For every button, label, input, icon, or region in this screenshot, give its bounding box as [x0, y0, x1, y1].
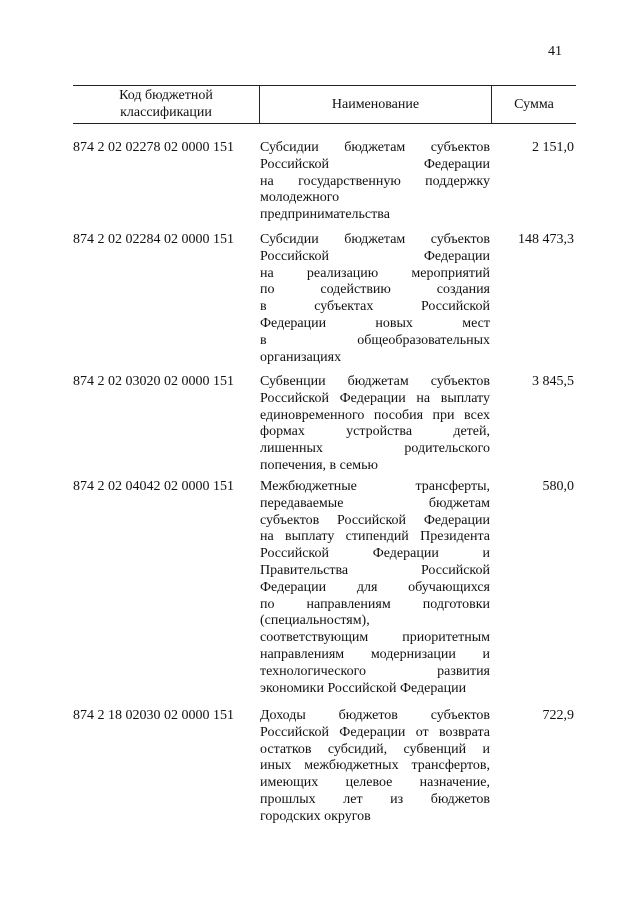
item-name-line: на реализацию мероприятий: [260, 265, 490, 281]
item-name-line: единовременного пособия при всех: [260, 407, 490, 423]
item-name-line: Российской Федерации от возврата: [260, 724, 490, 740]
item-name-line: субъектов Российской Федерации: [260, 512, 490, 528]
item-name-line: Российской Федерации и: [260, 546, 490, 562]
item-name-line: Российской Федерации на выплату: [260, 390, 490, 406]
item-name-line: имеющих целевое назначение,: [260, 775, 490, 791]
item-name-line: Правительства Российской: [260, 562, 490, 578]
item-name-line: по направлениям подготовки: [260, 596, 490, 612]
item-name-line: прошлых лет из бюджетов: [260, 791, 490, 807]
item-name-line: Доходы бюджетов субъектов: [260, 708, 490, 723]
item-name-line: на выплату стипендий Президента: [260, 529, 490, 545]
item-name-line: организациях: [260, 349, 342, 365]
item-name-line: на государственную поддержку: [260, 173, 490, 189]
item-amount: 3 845,5: [532, 374, 574, 389]
item-name: [260, 479, 490, 697]
item-name-line: попечения, в семью: [260, 457, 378, 473]
budget-code: 874 2 18 02030 02 0000 151: [73, 708, 234, 723]
column-header-sum: Сумма: [514, 96, 554, 112]
item-name-line: Субвенции бюджетам субъектов: [260, 374, 490, 389]
item-name-line: Субсидии бюджетам субъектов: [260, 140, 490, 155]
item-name-line: остатков субсидий, субвенций и: [260, 741, 490, 757]
column-header-code: Код бюджетной классификации: [119, 88, 213, 120]
item-name-line: Российской Федерации: [260, 156, 490, 172]
item-name-line: Федерации новых мест: [260, 315, 490, 331]
item-name-line: (специальностям),: [260, 613, 370, 629]
item-name-line: по содействию создания: [260, 282, 490, 298]
page-number: 41: [548, 44, 562, 59]
item-name: [260, 140, 490, 224]
item-name-line: соответствующим приоритетным: [260, 630, 490, 646]
budget-code: 874 2 02 02278 02 0000 151: [73, 140, 234, 155]
item-name-line: Субсидии бюджетам субъектов: [260, 232, 490, 247]
item-name-line: городских округов: [260, 808, 371, 824]
column-header-name: Наименование: [331, 96, 420, 112]
item-name-line: Межбюджетные трансферты,: [260, 479, 490, 494]
item-name-line: в субъектах Российской: [260, 299, 490, 315]
item-name: [260, 708, 490, 826]
item-name-line: иных межбюджетных трансфертов,: [260, 758, 490, 774]
item-name-line: Российской Федерации: [260, 248, 490, 264]
item-name-line: в общеобразовательных: [260, 332, 490, 348]
item-name-line: молодежного: [260, 190, 340, 206]
item-name-line: формах устройства детей,: [260, 424, 490, 440]
item-name-line: передаваемые бюджетам: [260, 495, 490, 511]
item-name-line: предпринимательства: [260, 207, 390, 223]
item-name-line: Федерации для обучающихся: [260, 579, 490, 595]
item-name-line: технологического развития: [260, 663, 490, 679]
item-name-line: лишенных родительского: [260, 441, 490, 457]
item-name: [260, 232, 490, 366]
table-header-bottom-rule: [73, 123, 576, 124]
item-amount: 148 473,3: [518, 232, 574, 247]
item-amount: 580,0: [542, 479, 574, 494]
budget-code: 874 2 02 02284 02 0000 151: [73, 232, 234, 247]
budget-code: 874 2 02 03020 02 0000 151: [73, 374, 234, 389]
item-name: [260, 374, 490, 475]
item-name-line: экономики Российской Федерации: [260, 680, 467, 696]
item-amount: 2 151,0: [532, 140, 574, 155]
budget-code: 874 2 02 04042 02 0000 151: [73, 479, 234, 494]
item-amount: 722,9: [542, 708, 574, 723]
item-name-line: направлениям модернизации и: [260, 646, 490, 662]
